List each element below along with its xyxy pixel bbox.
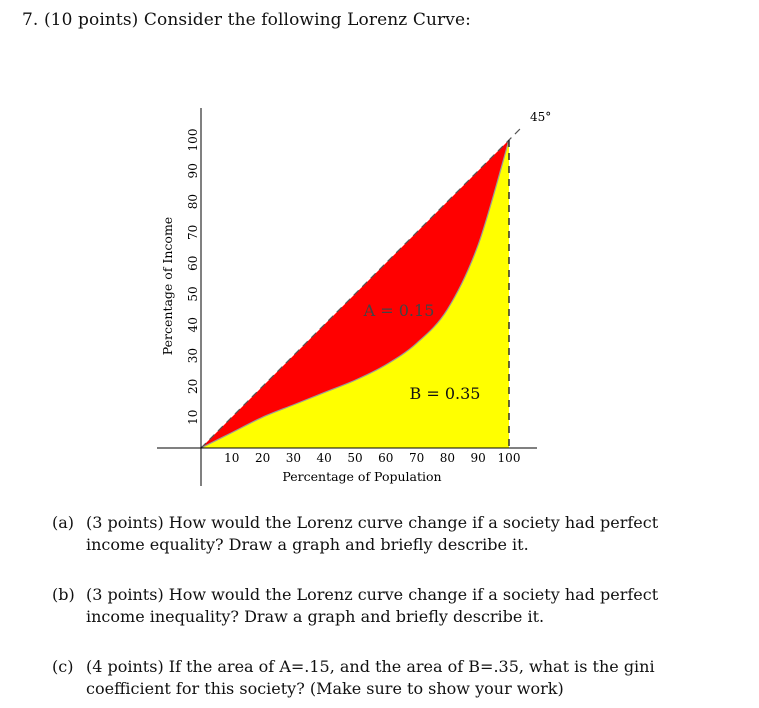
x-axis-label: Percentage of Population [282,469,442,484]
subquestion-text: (3 points) How would the Lorenz curve change if a society had perfect income inequality? Draw a graph and briefly describe it. [86,585,659,626]
y-tick-label: 90 [186,163,200,179]
y-tick-label: 70 [186,224,200,241]
x-tick-label: 20 [254,451,271,465]
x-tick-label: 100 [497,451,521,465]
area-a-label: A = 0.15 [363,301,435,320]
y-axis-label: Percentage of Income [160,216,175,356]
x-tick-label: 60 [378,451,394,465]
x-tick-label: 70 [408,451,425,465]
subquestion-label: (c) [52,657,74,676]
y-tick-label: 80 [186,193,200,210]
question-number: 7. [22,10,39,30]
x-tick-label: 10 [224,451,240,465]
subquestion-text: (3 points) How would the Lorenz curve change if a society had perfect income equality? Draw a graph and briefly describe it. [86,513,659,554]
y-tick-labels [186,129,200,425]
y-tick-label: 50 [186,286,200,302]
y-tick-label: 10 [186,409,200,425]
question-points: (10 points) [43,10,139,30]
y-tick-label: 100 [186,128,200,152]
y-tick-label: 60 [186,255,200,271]
x-tick-label: 80 [439,451,456,465]
x-tick-label: 40 [316,451,332,465]
subquestion-label: (b) [52,585,75,604]
x-tick-label: 50 [347,451,363,465]
subquestion-a [52,512,712,556]
y-tick-label: 40 [186,317,200,333]
subquestion-label: (a) [52,513,75,532]
area-b-label: B = 0.35 [409,384,481,403]
subquestion-text: (4 points) If the area of A=.15, and the area of B=.35, what is the gini coefficient for this society? (Make sure to show your work) [86,657,655,698]
x-tick-labels [224,451,520,465]
y-tick-label: 20 [186,378,200,395]
x-tick-label: 90 [470,451,486,465]
y-tick-label: 30 [186,347,200,364]
equality-angle-label: 45° [530,110,552,124]
subquestion-c [52,656,712,700]
question-prompt: Consider the following Lorenz Curve: [143,10,471,30]
subquestion-b [52,584,712,628]
x-tick-label: 30 [285,451,302,465]
